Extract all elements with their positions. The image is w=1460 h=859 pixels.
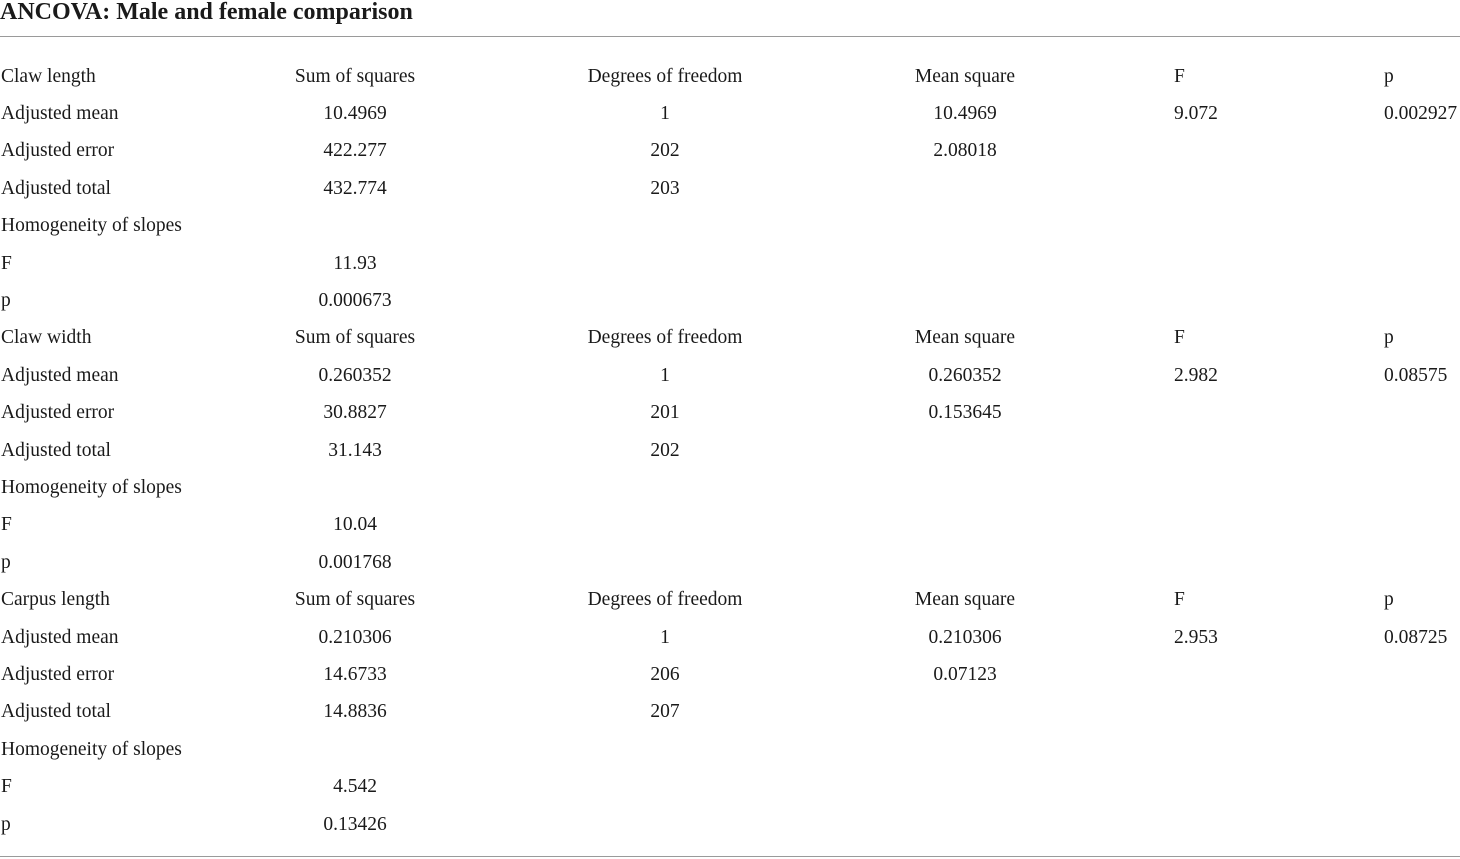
value-cell [1060,133,1280,170]
section-header-row [0,581,1460,618]
row-label-cell: p [1,290,11,312]
value-cell [1280,656,1460,693]
value-cell [1060,208,1280,245]
row-label-cell: Adjusted total [1,701,111,723]
ancova-table [0,58,1460,843]
value-cell: 422.277 [323,140,387,162]
value-cell: 2.08018 [933,140,997,162]
row-label-cell: Adjusted total [1,439,111,461]
section-header-row [0,320,1460,357]
value-cell: 0.08575 [1384,364,1448,386]
value-cell [1060,282,1280,319]
row-label-cell: F [1,252,12,274]
header-cell: p [1384,327,1394,349]
value-cell: 0.13426 [323,813,387,835]
value-cell [460,507,870,544]
value-cell [1060,656,1280,693]
value-cell [870,544,1060,581]
header-cell: Degrees of freedom [587,65,743,87]
value-cell [870,170,1060,207]
row-label-cell: Homogeneity of slopes [1,215,182,237]
value-cell [1280,245,1460,282]
value-cell [460,806,870,843]
table-row [0,507,1460,544]
table-row [0,170,1460,207]
row-label-cell: Adjusted total [1,177,111,199]
value-cell [1060,432,1280,469]
value-cell [1280,731,1460,768]
value-cell: 0.08725 [1384,626,1448,648]
value-cell [1280,170,1460,207]
value-cell [870,469,1060,506]
value-cell: 202 [650,140,680,162]
value-cell [250,208,460,245]
row-label-cell: Adjusted error [1,663,115,685]
row-label-cell: Adjusted error [1,402,115,424]
value-cell [1280,133,1460,170]
value-cell: 0.260352 [318,364,392,386]
value-cell: 0.260352 [928,364,1002,386]
value-cell: 31.143 [328,439,382,461]
header-cell: p [1384,589,1394,611]
value-cell [1280,806,1460,843]
value-cell [1060,544,1280,581]
table-row [0,245,1460,282]
header-cell: Claw length [1,65,96,87]
value-cell [1060,395,1280,432]
table-row [0,208,1460,245]
table-row [0,282,1460,319]
row-label-cell: p [1,813,11,835]
header-cell: F [1174,65,1185,87]
value-cell [460,544,870,581]
value-cell [1060,507,1280,544]
table-row [0,619,1460,656]
value-cell: 14.6733 [323,663,387,685]
row-label-cell: Adjusted mean [1,626,119,648]
row-label-cell: F [1,776,12,798]
value-cell: 10.4969 [323,103,387,125]
value-cell [1060,731,1280,768]
value-cell [460,282,870,319]
value-cell: 14.8836 [323,701,387,723]
value-cell [1280,507,1460,544]
value-cell: 2.982 [1174,364,1218,386]
value-cell: 206 [650,663,680,685]
table-row [0,806,1460,843]
table-row [0,95,1460,132]
value-cell: 0.210306 [928,626,1002,648]
header-cell: Degrees of freedom [587,589,743,611]
value-cell [1280,432,1460,469]
value-cell: 1 [660,364,670,386]
value-cell [250,731,460,768]
value-cell: 30.8827 [323,402,387,424]
value-cell [870,507,1060,544]
table-row [0,694,1460,731]
value-cell: 0.210306 [318,626,392,648]
table-body [0,58,1460,843]
value-cell [1280,208,1460,245]
header-cell: Sum of squares [294,589,416,611]
value-cell [1280,469,1460,506]
header-cell: Sum of squares [294,327,416,349]
value-cell: 202 [650,439,680,461]
table-row [0,768,1460,805]
header-cell: Mean square [914,65,1016,87]
header-cell: Mean square [914,589,1016,611]
row-label-cell: p [1,551,11,573]
value-cell [1060,245,1280,282]
value-cell [1280,282,1460,319]
row-label-cell: Adjusted error [1,140,115,162]
header-cell: Mean square [914,327,1016,349]
value-cell [870,432,1060,469]
row-label-cell: Adjusted mean [1,364,119,386]
value-cell [460,731,870,768]
value-cell: 2.953 [1174,626,1218,648]
value-cell [1060,170,1280,207]
value-cell: 203 [650,177,680,199]
row-label-cell: Homogeneity of slopes [1,476,182,498]
value-cell [1280,694,1460,731]
header-cell: Claw width [1,327,92,349]
value-cell [870,731,1060,768]
top-rule [0,36,1460,37]
value-cell [870,806,1060,843]
value-cell [870,768,1060,805]
table-row [0,544,1460,581]
value-cell [870,694,1060,731]
table-row [0,432,1460,469]
value-cell: 0.07123 [933,663,997,685]
value-cell: 1 [660,626,670,648]
value-cell [250,469,460,506]
table-row [0,656,1460,693]
value-cell [1060,806,1280,843]
value-cell: 10.04 [333,514,377,536]
header-cell: F [1174,589,1185,611]
header-cell: F [1174,327,1185,349]
value-cell [460,768,870,805]
value-cell [870,282,1060,319]
value-cell: 0.000673 [318,290,392,312]
value-cell: 0.001768 [318,551,392,573]
value-cell: 207 [650,701,680,723]
value-cell [1280,768,1460,805]
header-cell: Degrees of freedom [587,327,743,349]
table-row [0,731,1460,768]
value-cell: 0.002927 [1384,103,1458,125]
value-cell [870,208,1060,245]
row-label-cell: F [1,514,12,536]
header-cell: Sum of squares [294,65,416,87]
bottom-rule [0,856,1460,857]
value-cell: 432.774 [323,177,387,199]
value-cell: 10.4969 [933,103,997,125]
table-row [0,357,1460,394]
value-cell [870,245,1060,282]
value-cell [1280,544,1460,581]
header-cell: p [1384,65,1394,87]
value-cell: 201 [650,402,680,424]
value-cell [460,469,870,506]
value-cell [460,208,870,245]
value-cell [460,245,870,282]
value-cell [1280,395,1460,432]
value-cell [1060,694,1280,731]
value-cell: 11.93 [333,252,377,274]
value-cell: 0.153645 [928,402,1002,424]
row-label-cell: Adjusted mean [1,103,119,125]
table-title: ANCOVA: Male and female comparison [0,0,413,25]
header-cell: Carpus length [1,589,110,611]
value-cell: 9.072 [1174,103,1218,125]
value-cell [1060,469,1280,506]
value-cell: 4.542 [333,776,377,798]
table-row [0,395,1460,432]
section-header-row [0,58,1460,95]
value-cell: 1 [660,103,670,125]
row-label-cell: Homogeneity of slopes [1,738,182,760]
table-row [0,469,1460,506]
value-cell [1060,768,1280,805]
table-row [0,133,1460,170]
